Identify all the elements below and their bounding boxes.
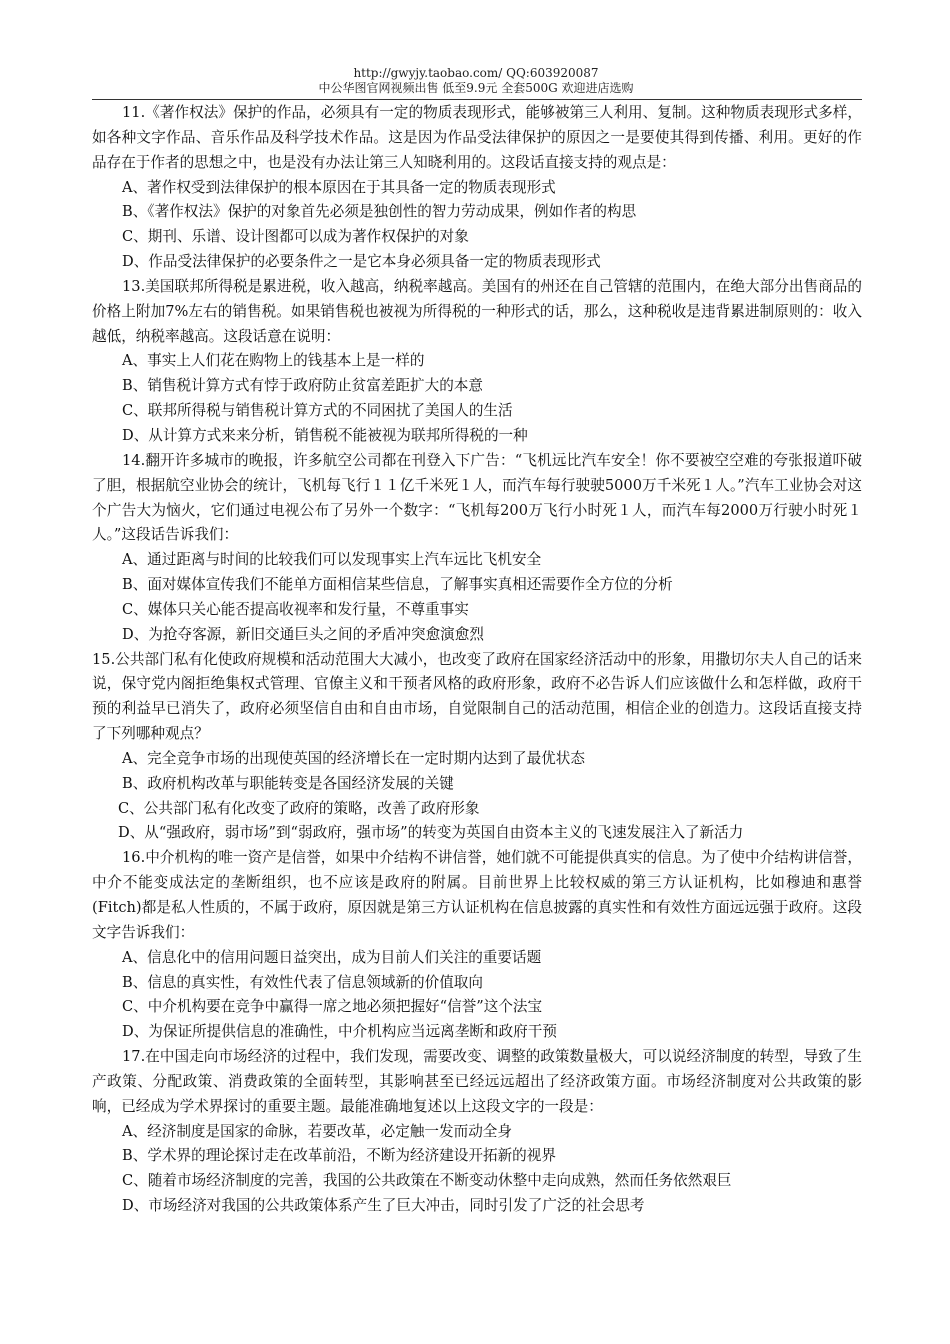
option-d: D、为抢夺客源，新旧交通巨头之间的矛盾冲突愈演愈烈 — [122, 625, 484, 643]
option-c: C、媒体只关心能否提高收视率和发行量，不尊重事实 — [122, 600, 469, 618]
option-c: C、公共部门私有化改变了政府的策略，改善了政府形象 — [118, 799, 480, 817]
option-d: D、从“强政府，弱市场”到“弱政府，强市场”的转变为英国自由资本主义的飞速发展注入了新活力 — [118, 824, 744, 842]
page-header — [92, 66, 860, 96]
header-url-qq: http://gwyjy.taobao.com/ QQ:603920087 — [353, 66, 599, 80]
option-a: A、信息化中的信用问题日益突出，成为目前人们关注的重要话题 — [122, 948, 542, 966]
option-c: C、期刊、乐谱、设计图都可以成为著作权保护的对象 — [122, 228, 469, 246]
question-stem: 16.中介机构的唯一资产是信誉，如果中介结构不讲信誉，她们就不可能提供真实的信息。为了使中介结构讲信誉，中介不能变成法定的垄断组织，也不应该是政府的附属。目前世界上比较权威的第三方认证机构，比如穆迪和惠誉(Fitch)都是私人性质的，不属于政府，原因就是第三方认证机构在信息披露的真实性和有效性方面远远强于政府。这段文字告诉我们： — [92, 849, 862, 941]
option-b: B、学术界的理论探讨走在改革前沿，不断为经济建设开拓新的视界 — [122, 1147, 556, 1165]
option-a: A、著作权受到法律保护的根本原因在于其具备一定的物质表现形式 — [122, 178, 556, 196]
option-c: C、随着市场经济制度的完善，我国的公共政策在不断变动休整中走向成熟，然而任务依然艰巨 — [122, 1172, 732, 1190]
option-b: B、政府机构改革与职能转变是各国经济发展的关键 — [122, 774, 454, 792]
option-b: B、销售税计算方式有悖于政府防止贫富差距扩大的本意 — [122, 377, 483, 395]
option-a: A、通过距离与时间的比较我们可以发现事实上汽车远比飞机安全 — [122, 551, 542, 569]
option-d: D、市场经济对我国的公共政策体系产生了巨大冲击，同时引发了广泛的社会思考 — [122, 1197, 645, 1215]
question-13 — [92, 275, 862, 449]
question-stem: 17.在中国走向市场经济的过程中，我们发现，需要改变、调整的政策数量极大，可以说经济制度的转型，导致了生产政策、分配政策、消费政策的全面转型，其影响甚至已经远远超出了经济政策方面。市场经济制度对公共政策的影响，已经成为学术界探讨的重要主题。最能准确地复述以上这段文字的一段是： — [92, 1048, 862, 1115]
option-d: D、从计算方式来来分析，销售税不能被视为联邦所得税的一种 — [122, 426, 528, 444]
option-a: A、经济制度是国家的命脉，若要改革，必定触一发而动全身 — [122, 1122, 512, 1140]
question-stem: 15.公共部门私有化使政府规模和活动范围大大减小，也改变了政府在国家经济活动中的形象，用撒切尔夫人自己的话来说，保守党内阁拒绝集权式管理、官僚主义和干预者风格的政府形象，政府不必告诉人们应该做什么和怎样做，政府干预的利益早已消失了，政府必须坚信自由和自由市场，自觉限制自己的活动范围，相信企业的创造力。这段话直接支持了下列哪种观点？ — [92, 650, 862, 743]
question-16 — [92, 846, 862, 1045]
question-stem: 13.美国联邦所得税是累进税，收入越高，纳税率越高。美国有的州还在自己管辖的范围内，在绝大部分出售商品的价格上附加7%左右的销售税。如果销售税也被视为所得税的一种形式的话，那么，这种税收是违背累进制原则的：收入越低，纳税率越高。这段话意在说明： — [92, 277, 862, 345]
option-d: D、作品受法律保护的必要条件之一是它本身必须具备一定的物质表现形式 — [122, 253, 601, 271]
header-divider — [92, 99, 862, 100]
option-a: A、事实上人们花在购物上的钱基本上是一样的 — [122, 352, 425, 370]
document-body — [92, 101, 862, 1219]
option-b: B、面对媒体宣传我们不能单方面相信某些信息，了解事实真相还需要作全方位的分析 — [122, 576, 673, 594]
question-15 — [92, 648, 862, 847]
option-c: C、联邦所得税与销售税计算方式的不同困扰了美国人的生活 — [122, 402, 513, 420]
question-14 — [92, 449, 862, 648]
option-d: D、为保证所提供信息的准确性，中介机构应当远离垄断和政府干预 — [122, 1023, 557, 1041]
option-b: B、《著作权法》保护的对象首先必须是独创性的智力劳动成果，例如作者的构思 — [122, 203, 637, 221]
option-b: B、信息的真实性，有效性代表了信息领域新的价值取向 — [122, 973, 483, 991]
question-17 — [92, 1045, 862, 1219]
question-11 — [92, 101, 862, 275]
option-c: C、中介机构要在竞争中赢得一席之地必须把握好“信誉”这个法宝 — [122, 998, 543, 1016]
header-ad-text: 中公华图官网视频出售 低至9.9元 全套500G 欢迎进店选购 — [318, 81, 634, 95]
question-stem: 14.翻开许多城市的晚报，许多航空公司都在刊登入下广告：“飞机远比汽车安全！你不要被空空难的夸张报道吓破了胆，根据航空业协会的统计，飞机每飞行１１亿千米死１人，而汽车每行驶驶5000万千米死１人。”汽车工业协会对这个广告大为恼火，它们通过电视公布了另外一个数字：“飞机每200万飞行小时死１人，而汽车每2000万行驶小时死１人。”这段话告诉我们： — [92, 451, 862, 544]
question-stem: 11.《著作权法》保护的作品，必须具有一定的物质表现形式，能够被第三人利用、复制。这种物质表现形式多样，如各种文字作品、音乐作品及科学技术作品。这是因为作品受法律保护的原因之一是要使其得到传播、利用。更好的作品存在于作者的思想之中，也是没有办法让第三人知晓利用的。这段话直接支持的观点是： — [92, 104, 862, 171]
option-a: A、完全竞争市场的出现使英国的经济增长在一定时期内达到了最优状态 — [122, 749, 585, 767]
